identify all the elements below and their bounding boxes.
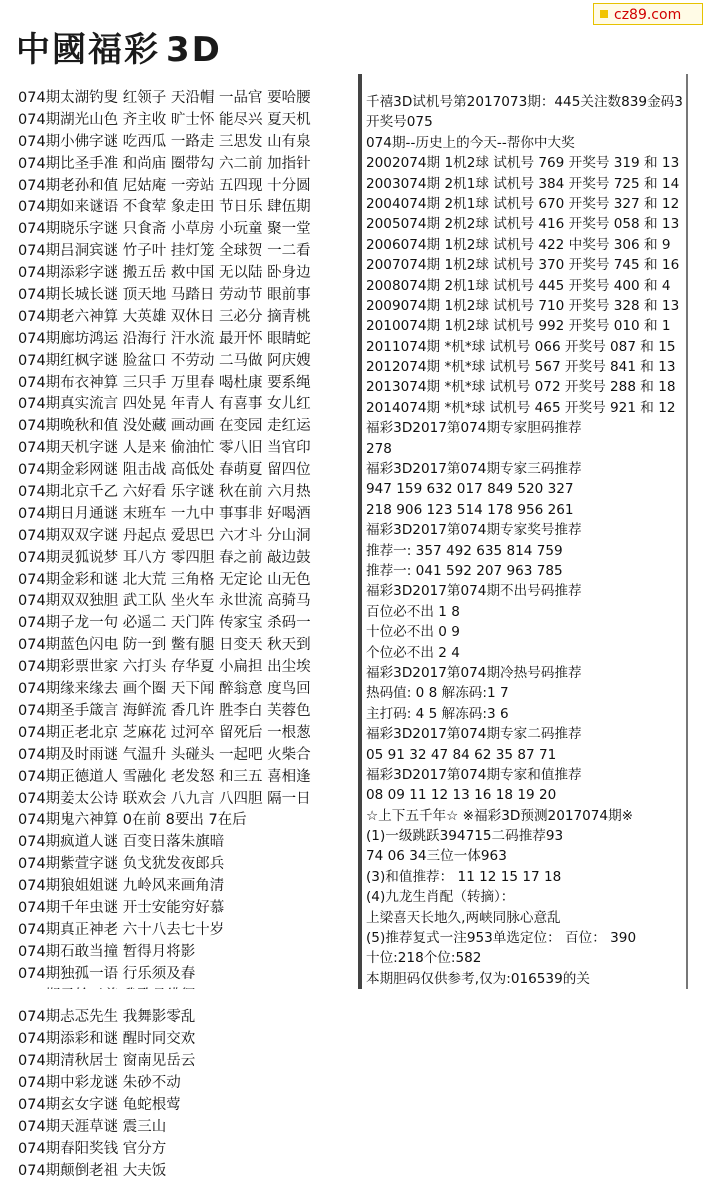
prediction-line: 百位必不出 1 8 <box>366 603 460 620</box>
prediction-line: 福彩3D2017第074期专家胆码推荐 <box>366 420 582 437</box>
prediction-line: 十位必不出 0 9 <box>366 624 460 641</box>
riddle-line: 074期圣手箴言 海鲜流 香几许 胜李白 芙蓉色 <box>18 702 311 719</box>
prediction-line: 推荐一: 041 592 207 963 785 <box>366 562 563 579</box>
prediction-line: 2005074期 2机2球 试机号 416 开奖号 058 和 13 <box>366 216 680 233</box>
prediction-line: (5)推荐复式一注953单选定位： 百位： 390 <box>366 930 637 947</box>
header <box>0 0 709 72</box>
riddle-line: 074期日月通谜 末班车 一九中 事事非 好喝酒 <box>18 505 311 522</box>
prediction-line: 2013074期 *机*球 试机号 072 开奖号 288 和 18 <box>366 379 676 396</box>
prediction-line: 074期--历史上的今天--帮你中大奖 <box>366 134 575 151</box>
prediction-line: 2009074期 1机2球 试机号 710 开奖号 328 和 13 <box>366 297 680 314</box>
logo-3d: 3D <box>166 30 222 70</box>
riddle-line: 074期彩票世家 六打头 存华夏 小扁担 出尘埃 <box>18 659 311 676</box>
prediction-line: 主打码: 4 5 解冻码:3 6 <box>366 705 509 722</box>
prediction-line: ☆上下五千年☆ ※福彩3D预测2017074期※ <box>366 807 634 824</box>
prediction-line: 2004074期 2机1球 试机号 670 开奖号 327 和 12 <box>366 195 680 212</box>
watermark: cz89.com <box>593 3 703 25</box>
riddle-line: 074期正老北京 芝麻花 过河卒 留死后 一根葱 <box>18 724 311 741</box>
riddle-line: 074期玄女字谜 龟蛇根莺 <box>18 1096 181 1113</box>
prediction-line: 十位:218个位:582 <box>366 950 482 967</box>
riddle-line: 074期湖光山色 齐主收 旷士怀 能尽兴 夏天机 <box>18 111 311 128</box>
prediction-line: 2012074期 *机*球 试机号 567 开奖号 841 和 13 <box>366 359 676 376</box>
riddle-line: 074期红枫字谜 脸盆口 不劳动 二马做 阿庆嫂 <box>18 352 311 369</box>
prediction-line: 2007074期 1机2球 试机号 370 开奖号 745 和 16 <box>366 257 680 274</box>
prediction-line: 05 91 32 47 84 62 35 87 71 <box>366 746 557 763</box>
prediction-line: 上梁喜天长地久,两峡同脉心意乱 <box>366 909 561 926</box>
prediction-line: 开奖号075 <box>366 114 433 131</box>
riddle-line: 074期疯道人谜 百变日落朱旗暗 <box>18 834 225 851</box>
prediction-line: 2006074期 1机2球 试机号 422 中奖号 306 和 9 <box>366 236 671 253</box>
riddle-line: 074期小佛字谜 吃西瓜 一路走 三思发 山有泉 <box>18 133 311 150</box>
prediction-line: 福彩3D2017第074期专家三码推荐 <box>366 461 582 478</box>
riddle-line: 074期布衣神算 三只手 万里春 喝杜康 要系绳 <box>18 374 311 391</box>
riddle-line: 074期廊坊鸿运 沿海行 汗水流 最开怀 眼睛蛇 <box>18 330 311 347</box>
riddle-line: 074期清秋居士 窗南见岳云 <box>18 1053 196 1070</box>
riddle-line: 074期千年虫谜 开士安能穷好慕 <box>18 899 225 916</box>
column-divider-left <box>358 74 362 994</box>
riddle-line: 074期比圣手准 和尚庙 圈带勾 六二前 加指针 <box>18 155 311 172</box>
prediction-line: (4)九龙生肖配（转摘）： <box>366 889 515 906</box>
riddle-line: 074期太湖钓叟 红领子 天沿帽 一品官 要哈腰 <box>18 90 311 106</box>
riddle-line: 074期金彩网谜 阻击战 高低处 春萌夏 留四位 <box>18 462 311 479</box>
prediction-line: (3)和值推荐： 11 12 15 17 18 <box>366 868 562 885</box>
prediction-line: 2014074期 *机*球 试机号 465 开奖号 921 和 12 <box>366 399 676 416</box>
bottom-edge <box>0 989 709 1003</box>
riddle-line: 074期真实流言 四处晃 年青人 有喜事 女儿红 <box>18 396 311 413</box>
riddle-line: 074期金彩和谜 北大荒 三角格 无定论 山无色 <box>18 571 311 588</box>
riddle-line: 074期子龙一句 必遥二 天门阵 传家宝 杀码一 <box>18 615 311 632</box>
riddle-line: 074期长城长谜 顶天地 马踏日 劳动节 眼前事 <box>18 287 311 304</box>
riddle-line: 074期颠倒老祖 大夫饭 <box>18 1162 167 1179</box>
riddle-line: 074期缘来缘去 画个圈 天下闻 醉翁意 度鸟回 <box>18 681 311 698</box>
prediction-line: 福彩3D2017第074期冷热号码推荐 <box>366 664 582 681</box>
riddle-line: 074期蓝色闪电 防一到 鳖有腿 日变天 秋天到 <box>18 637 311 654</box>
riddle-line: 074期吕洞宾谜 竹子叶 挂灯笼 全球贺 一二看 <box>18 243 311 260</box>
riddle-line: 074期双双字谜 丹起点 爱思巴 六才斗 分山洞 <box>18 527 311 544</box>
prediction-line: 08 09 11 12 13 16 18 19 20 <box>366 787 557 804</box>
riddle-line: 074期忐忑先生 我舞影零乱 <box>18 1009 196 1026</box>
riddle-line: 074期狼姐姐谜 九岭风来画角清 <box>18 878 225 895</box>
riddle-line: 074期老孙和值 尼姑庵 一旁站 五四现 十分圆 <box>18 177 311 194</box>
prediction-line: 热码值: 0 8 解冻码:1 7 <box>366 685 509 702</box>
riddle-line: 074期双双独胆 武工队 坐火车 永世流 高骑马 <box>18 593 311 610</box>
riddle-line: 074期姜太公诗 联欢会 八九言 八四胆 隔一日 <box>18 790 311 807</box>
prediction-line: 本期胆码仅供参考,仅为:016539的关 <box>366 970 590 987</box>
riddle-line: 074期天机字谜 人是来 偷油忙 零八旧 当官印 <box>18 440 311 457</box>
riddle-line: 074期灵狐说梦 耳八方 零四胆 春之前 敲边鼓 <box>18 549 311 566</box>
prediction-line: 推荐一: 357 492 635 814 759 <box>366 542 563 559</box>
prediction-line: 福彩3D2017第074期专家二码推荐 <box>366 726 582 743</box>
site-logo <box>16 22 222 71</box>
riddle-line: 074期晓乐字谜 只食斋 小草房 小玩童 聚一堂 <box>18 221 311 238</box>
prediction-line: 2008074期 2机1球 试机号 445 开奖号 400 和 4 <box>366 277 671 294</box>
left-column-riddles <box>18 88 354 1179</box>
prediction-line: 千禧3D试机号第2017073期：445关注数839金码3 <box>366 94 683 110</box>
prediction-line: 2011074期 *机*球 试机号 066 开奖号 087 和 15 <box>366 338 676 355</box>
riddle-line: 074期添彩和谜 醒时同交欢 <box>18 1031 196 1048</box>
prediction-line: 2010074期 1机2球 试机号 992 开奖号 010 和 1 <box>366 318 671 335</box>
prediction-line: 74 06 34三位一体963 <box>366 848 507 865</box>
prediction-line: 278 <box>366 440 392 457</box>
prediction-line: 2003074期 2机1球 试机号 384 开奖号 725 和 14 <box>366 175 680 192</box>
riddle-line: 074期正德道人 雪融化 老发怒 和三五 喜相逢 <box>18 768 311 785</box>
prediction-line: 福彩3D2017第074期不出号码推荐 <box>366 583 582 600</box>
riddle-line: 074期添彩字谜 搬五岳 救中国 无以陆 卧身边 <box>18 265 311 282</box>
riddle-line: 074期独孤一语 行乐须及春 <box>18 965 196 982</box>
riddle-line: 074期老六神算 大英雄 双休日 三必分 摘青桃 <box>18 308 311 325</box>
riddle-line: 074期天涯草谜 震三山 <box>18 1118 167 1135</box>
riddle-line: 074期晚秋和值 没处藏 画动画 在变园 走红运 <box>18 418 311 435</box>
prediction-line: 947 159 632 017 849 520 327 <box>366 481 574 498</box>
riddle-line: 074期鬼六神算 0在前 8要出 7在后 <box>18 812 247 829</box>
riddle-line: 074期如来谜语 不食荤 象走田 节日乐 肆伍期 <box>18 199 311 216</box>
prediction-line: 218 906 123 514 178 956 261 <box>366 501 574 518</box>
riddle-line: 074期石敢当撞 暂得月将影 <box>18 943 196 960</box>
prediction-line: 福彩3D2017第074期专家和值推荐 <box>366 766 582 783</box>
riddle-line: 074期紫萱字谜 负戈犹发夜郎兵 <box>18 856 225 873</box>
prediction-line: 福彩3D2017第074期专家奖号推荐 <box>366 522 582 539</box>
riddle-line: 074期及时雨谜 气温升 头碰头 一起吧 火柴合 <box>18 746 311 763</box>
riddle-line: 074期春阳奖钱 官分方 <box>18 1140 167 1157</box>
riddle-line: 074期真正神老 六十八去七十岁 <box>18 921 225 938</box>
logo-text: 中國福彩 <box>16 30 160 70</box>
prediction-line: (1)一级跳跃394715二码推荐93 <box>366 828 564 845</box>
riddle-line: 074期中彩龙谜 朱砂不动 <box>18 1075 181 1092</box>
right-column-predictions <box>366 92 702 992</box>
riddle-line: 074期北京千乙 六好看 乐字谜 秋在前 六月热 <box>18 484 311 501</box>
prediction-line: 2002074期 1机2球 试机号 769 开奖号 319 和 13 <box>366 155 680 172</box>
prediction-line: 个位必不出 2 4 <box>366 644 460 661</box>
